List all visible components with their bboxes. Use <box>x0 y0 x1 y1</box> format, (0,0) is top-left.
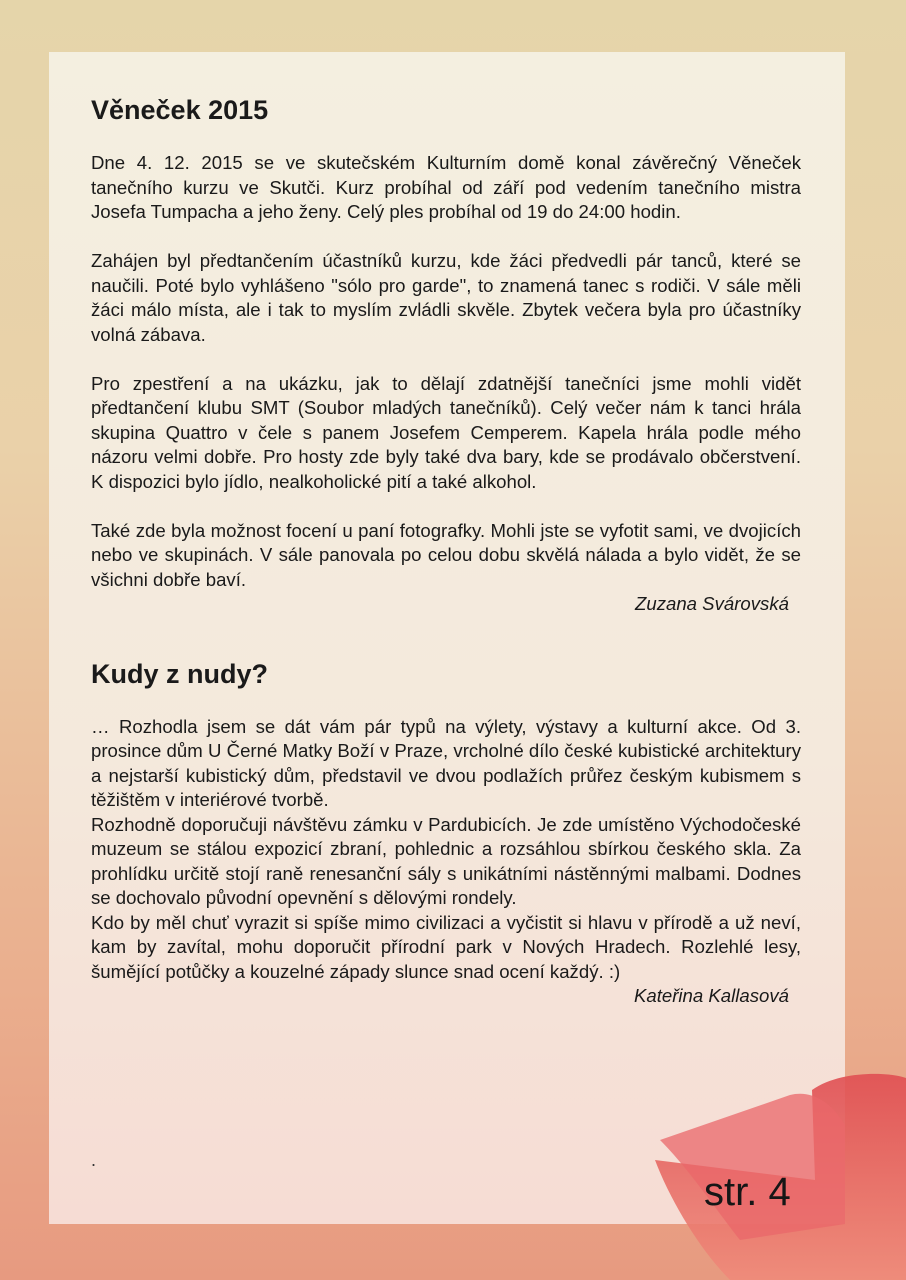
stray-dot: . <box>91 1150 97 1170</box>
article-title: Kudy z nudy? <box>91 658 268 689</box>
article-paragraph: Pro zpestření a na ukázku, jak to dělají zdatnější tanečníci jsme mohli vidět předtančení klubu SMT (Soubor mladých tanečníků). Celý večer nám k tanci hrála skupina Quattro v čele s panem Josefem Cemperem. Kapela hrála podle mého názoru velmi dobře. Pro hosty zde byly také dva bary, kde se prodávalo občerstvení. K dispozici bylo jídlo, nealkoholické pití a také alkohol. <box>91 372 801 492</box>
article-paragraph: Rozhodně doporučuji návštěvu zámku v Pardubicích. Je zde umístěno Východočeské muzeum se stálou expozicí zbraní, pohlednic a rozsáhlou sbírkou českého skla. Za prohlídku určitě stojí raně renesanční sály s unikátními nástěnnými malbami. Dodnes se dochovalo původní opevnění s dělovými rondely. <box>91 813 801 908</box>
article-paragraph: … Rozhodla jsem se dát vám pár typů na výlety, výstavy a kulturní akce. Od 3. prosince dům U Černé Matky Boží v Praze, vrcholné dílo české kubistické architektury a nejstarší kubistický dům, představil ve dvou podlažích průřez českým kubismem s těžištěm v interiérové tvorbě. <box>91 715 801 810</box>
article-paragraph: Kdo by měl chuť vyrazit si spíše mimo civilizaci a vyčistit si hlavu v přírodě a už neví, kam by zavítal, mohu doporučit přírodní park v Nových Hradech. Rozlehlé lesy, šumějící potůčky a kouzelné západy slunce snad ocení každý. :) <box>91 911 801 982</box>
article-author: Zuzana Svárovská <box>635 593 789 614</box>
article-paragraph: Zahájen byl předtančením účastníků kurzu, kde žáci předvedli pár tanců, které se naučili. Poté bylo vyhlášeno "sólo pro garde", to znamená tanec s rodiči. V sále měli žáci málo místa, ale i tak to myslím zvládli skvěle. Zbytek večera byla pro účastníky volná zábava. <box>91 250 801 345</box>
page-number: str. 4 <box>704 1170 791 1214</box>
page-content <box>91 90 801 1009</box>
article-title: Věneček 2015 <box>91 95 269 125</box>
article-paragraph: Také zde byla možnost focení u paní fotografky. Mohli jste se vyfotit sami, ve dvojicích nebo ve skupinách. V sále panovala po celou dobu skvělá nálada a bylo vidět, že se všichni dobře baví. <box>91 519 801 590</box>
article-author: Kateřina Kallasová <box>633 985 789 1006</box>
article-paragraph: Dne 4. 12. 2015 se ve skutečském Kulturním domě konal závěrečný Věneček tanečního kurzu ve Skutči. Kurz probíhal od září pod vedením tanečního mistra Josefa Tumpacha a jeho ženy. Celý ples probíhal od 19 do 24:00 hodin. <box>91 152 801 222</box>
